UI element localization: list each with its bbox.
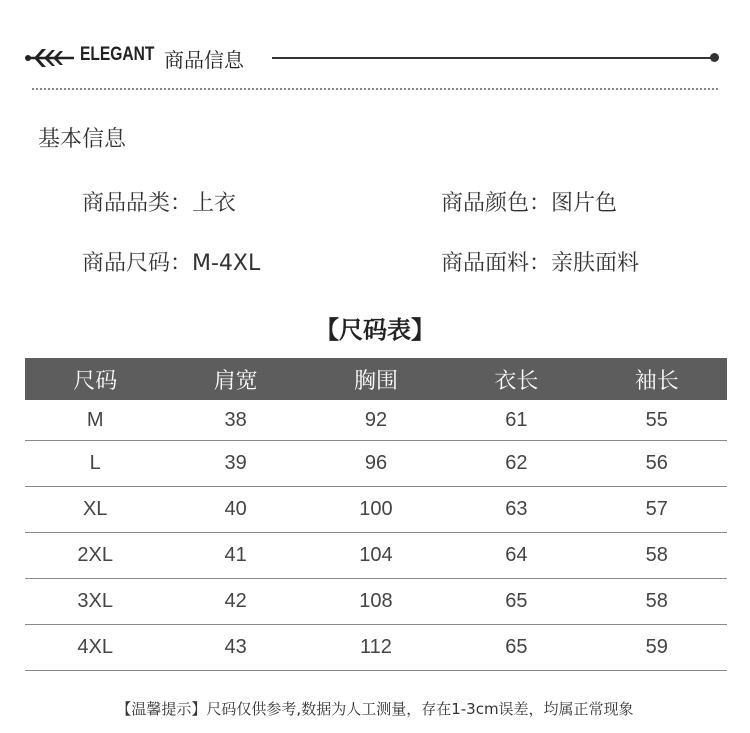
table-cell: 41 xyxy=(165,533,305,579)
table-cell: 58 xyxy=(587,579,727,625)
table-cell: 2XL xyxy=(25,533,165,579)
column-header: 袖长 xyxy=(587,358,727,400)
info-color: 商品颜色：图片色 xyxy=(441,191,618,216)
info-category: 商品品类：上衣 xyxy=(82,191,237,216)
arrow-feather-icon xyxy=(24,46,76,70)
table-cell: 58 xyxy=(587,533,727,579)
column-header: 胸围 xyxy=(306,358,446,400)
table-row xyxy=(25,400,727,441)
table-cell: 112 xyxy=(306,625,446,671)
section-title: 商品信息 xyxy=(164,48,244,72)
table-cell: 100 xyxy=(306,487,446,533)
table-row xyxy=(25,441,727,487)
table-cell: 108 xyxy=(306,579,446,625)
header-divider xyxy=(272,57,712,59)
table-cell: 63 xyxy=(446,487,586,533)
table-cell: 62 xyxy=(446,441,586,487)
table-row xyxy=(25,487,727,533)
table-cell: L xyxy=(25,441,165,487)
info-size: 商品尺码：M-4XL xyxy=(82,251,261,276)
table-cell: 104 xyxy=(306,533,446,579)
table-cell: 56 xyxy=(587,441,727,487)
header-divider-dot xyxy=(710,53,719,62)
table-cell: 38 xyxy=(165,400,305,441)
footnote: 【温馨提示】尺码仅供参考,数据为人工测量，存在1-3cm误差，均属正常现象 xyxy=(116,700,634,718)
section-header xyxy=(24,40,726,76)
size-chart-title: 【尺码表】 xyxy=(315,316,435,344)
table-cell: 96 xyxy=(306,441,446,487)
size-chart-table xyxy=(25,358,727,671)
table-cell: 59 xyxy=(587,625,727,671)
table-cell: 39 xyxy=(165,441,305,487)
table-cell: 65 xyxy=(446,625,586,671)
brand-name: ELEGANT xyxy=(80,44,155,65)
table-cell: 40 xyxy=(165,487,305,533)
table-cell: 43 xyxy=(165,625,305,671)
table-row xyxy=(25,625,727,671)
table-cell: XL xyxy=(25,487,165,533)
table-cell: 61 xyxy=(446,400,586,441)
table-cell: 57 xyxy=(587,487,727,533)
column-header: 尺码 xyxy=(25,358,165,400)
table-cell: 64 xyxy=(446,533,586,579)
table-cell: M xyxy=(25,400,165,441)
table-cell: 65 xyxy=(446,579,586,625)
column-header: 肩宽 xyxy=(165,358,305,400)
info-fabric: 商品面料：亲肤面料 xyxy=(441,251,640,276)
table-cell: 92 xyxy=(306,400,446,441)
table-row xyxy=(25,579,727,625)
basic-info-title: 基本信息 xyxy=(38,127,127,152)
table-cell: 42 xyxy=(165,579,305,625)
column-header: 衣长 xyxy=(446,358,586,400)
dotted-divider xyxy=(32,88,718,90)
table-header-row xyxy=(25,358,727,400)
table-row xyxy=(25,533,727,579)
table-cell: 3XL xyxy=(25,579,165,625)
table-cell: 55 xyxy=(587,400,727,441)
table-cell: 4XL xyxy=(25,625,165,671)
